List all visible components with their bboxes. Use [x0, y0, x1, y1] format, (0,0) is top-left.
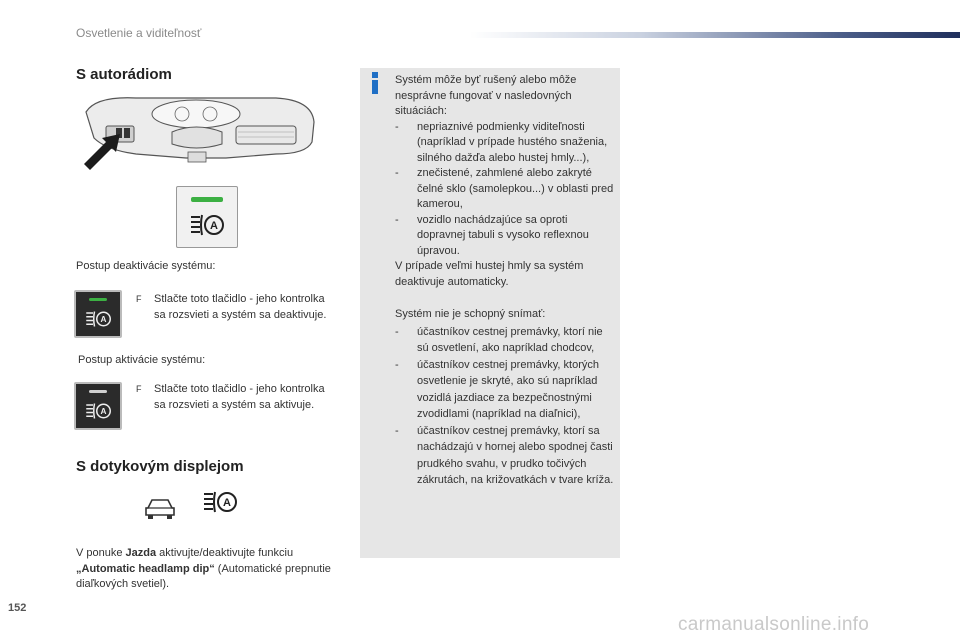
- list-item: - znečistené, zahmlené alebo zakryté čelné sklo (samolepkou...) v oblasti pred kamerou,: [395, 167, 614, 210]
- dashboard-illustration: [76, 92, 318, 174]
- list-item: - účastníkov cestnej premávky, ktorých osvetlenie je skryté, ako sú napríklad vozidlá jazdiace za bezpečnostnými zvodidlami (napríklad na diaľnici),: [395, 358, 599, 420]
- fog-note: V prípade veľmi hustej hmly sa systém deaktivuje automaticky.: [395, 260, 584, 288]
- high-beam-auto-icon: [86, 402, 112, 420]
- high-beam-auto-icon: [191, 213, 225, 237]
- info-text-block: [395, 73, 617, 290]
- watermark: carmanualsonline.info: [678, 614, 870, 635]
- list-item: - účastníkov cestnej premávky, ktorí nie sú osvetlení, ako napríklad chodcov,: [395, 325, 603, 354]
- section-title-radio: S autorádiom: [76, 66, 172, 83]
- text-middle: aktivujte/deaktivujte funkciu: [156, 547, 294, 559]
- bullet-mark: F: [136, 294, 142, 304]
- info-icon: [370, 72, 380, 94]
- touchscreen-instruction: [76, 546, 336, 593]
- info-text-block-2: [395, 307, 617, 489]
- info-intro-2: Systém nie je schopný snímať:: [395, 308, 546, 320]
- led-indicator-off: [89, 390, 107, 393]
- info-intro: Systém môže byť rušený alebo môže nesprávne fungovať v nasledovných situáciách:: [395, 74, 577, 117]
- section-title-touchscreen: S dotykovým displejom: [76, 458, 244, 475]
- activation-label: Postup aktivácie systému:: [78, 354, 206, 366]
- instruction-text: Stlačte toto tlačidlo - jeho kontrolka sa rozsvieti a systém sa aktivuje.: [154, 383, 325, 411]
- page-number: 152: [8, 602, 27, 614]
- button-image-activate: [74, 382, 122, 430]
- car-icon: [144, 496, 176, 520]
- button-image-deactivate: [74, 290, 122, 338]
- led-indicator-on: [191, 197, 223, 202]
- menu-name: Jazda: [125, 547, 157, 559]
- svg-text:A: A: [100, 407, 107, 416]
- bullet-mark: F: [136, 384, 142, 394]
- deactivation-label: Postup deaktivácie systému:: [76, 260, 216, 272]
- list-item: - vozidlo nachádzajúce sa oproti dopravnej tabuli s vysoko reflexnou úpravou.: [395, 213, 589, 257]
- high-beam-auto-icon: [86, 310, 112, 328]
- list-item: - nepriaznivé podmienky viditeľnosti (napríklad v prípade hustého snaženia, silného dažďa alebo hustej hmly...),: [395, 120, 608, 164]
- led-indicator-green: [89, 298, 107, 301]
- svg-text:A: A: [100, 315, 107, 324]
- header-gradient-bar: [470, 32, 960, 38]
- text-after: (Automatické prepnutie diaľkových svetiel).: [76, 562, 331, 590]
- function-name: „Automatic headlamp dip“: [76, 562, 215, 575]
- instruction-text: Stlačte toto tlačidlo - jeho kontrolka sa rozsvieti a systém sa deaktivuje.: [154, 293, 327, 321]
- page-header-title: Osvetlenie a viditeľnosť: [76, 26, 202, 40]
- text-before: V ponuke: [76, 547, 126, 559]
- svg-text:A: A: [210, 220, 218, 232]
- list-item: - účastníkov cestnej premávky, ktorí sa nachádzajú v hornej alebo spodnej časti prudkého svahu, v prudko točivých zákrutách, na križovatkách v tvare kríža.: [395, 424, 614, 486]
- auto-high-beam-button-image: [176, 186, 238, 248]
- svg-text:A: A: [223, 497, 231, 509]
- high-beam-auto-icon: [204, 490, 238, 514]
